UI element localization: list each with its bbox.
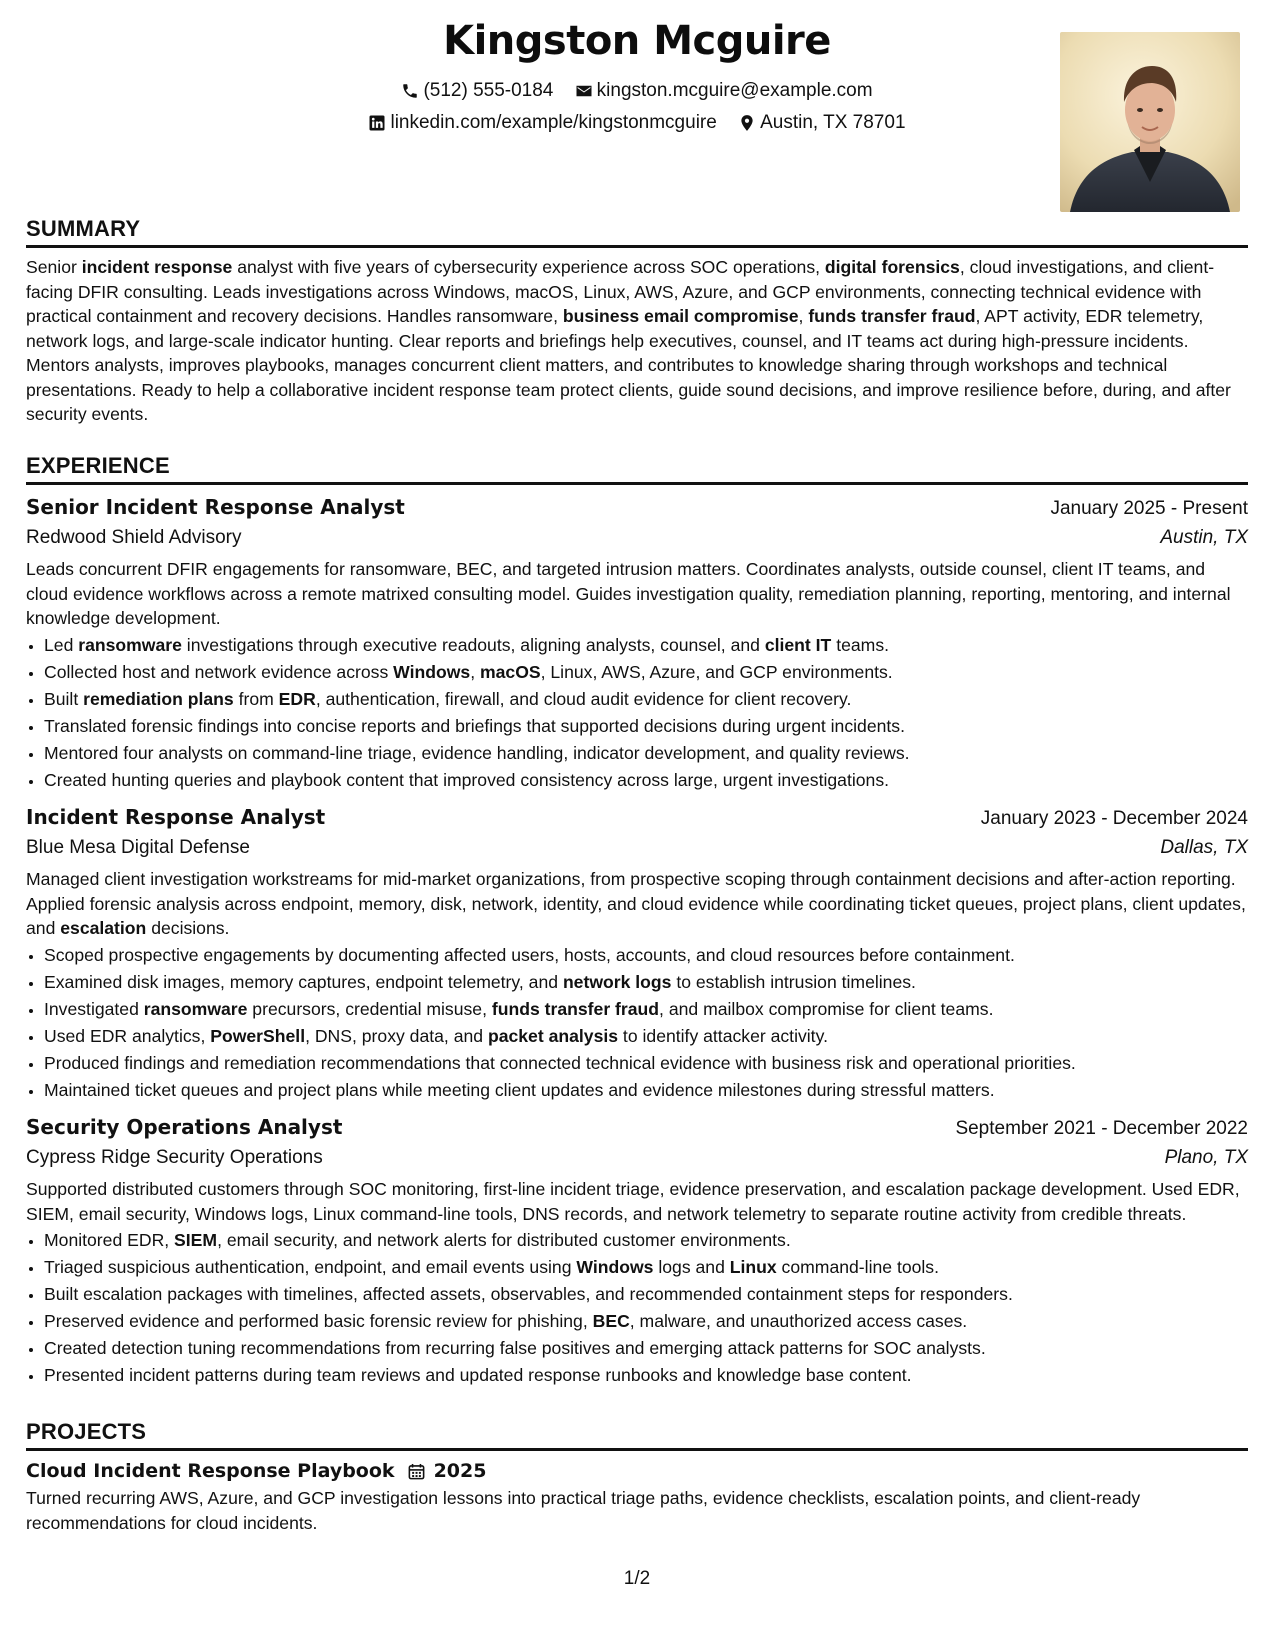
project-title: Cloud Incident Response Playbook — [26, 1460, 395, 1482]
text-run: to establish intrusion timelines. — [671, 971, 916, 992]
job-dates: September 2021 - December 2022 — [955, 1118, 1248, 1139]
bullet-item — [44, 713, 1248, 740]
text-run: Examined disk images, memory captures, endpoint telemetry, and — [44, 971, 563, 992]
bullet-item — [44, 740, 1248, 767]
text-run: investigations through executive readouts, aligning analysts, counsel, and — [181, 634, 765, 655]
text-run: decisions. — [146, 918, 230, 938]
text-run: Built escalation packages with timelines, affected assets, observables, and recommended containment steps for responders. — [44, 1284, 1013, 1304]
email-icon — [575, 82, 593, 100]
text-run: , Linux, AWS, Azure, and GCP environments. — [540, 661, 893, 682]
text-run: Presented incident patterns during team reviews and updated response runbooks and knowledge base content. — [44, 1365, 912, 1385]
bullet-item — [44, 1308, 1248, 1335]
bold-keyword: ransomware — [143, 998, 248, 1019]
page-number: 1/2 — [623, 1568, 651, 1589]
job-entry — [26, 805, 1248, 1104]
bold-keyword: BEC — [592, 1311, 630, 1331]
bold-keyword: PowerShell — [210, 1025, 306, 1046]
job-title: Senior Incident Response Analyst — [26, 495, 405, 519]
projects-section — [26, 1419, 1248, 1535]
bold-keyword: Windows — [576, 1257, 654, 1277]
text-run: Maintained ticket queues and project plans while meeting client updates and evidence milestones during stressful matters. — [44, 1079, 995, 1100]
candidate-name: Kingston Mcguire — [443, 18, 831, 64]
summary-section — [26, 216, 1248, 427]
text-run: Leads concurrent DFIR engagements for ransomware, BEC, and targeted intrusion matters. Coordinates analysts, outside counsel, client IT teams, and cloud evidence workflows across a remote matrixed consulting model. Guides investigation quality, remediation planning, reporting, mentoring, and internal knowledge development. — [26, 559, 1231, 628]
linkedin-icon — [368, 114, 386, 132]
bullet-item — [44, 659, 1248, 686]
bullet-item — [44, 1335, 1248, 1362]
bold-keyword: incident response — [81, 257, 233, 277]
email-contact[interactable] — [575, 80, 873, 102]
text-run: Investigated — [44, 998, 144, 1019]
text-run: Created hunting queries and playbook content that improved consistency across large, urgent investigations. — [44, 769, 889, 790]
experience-section — [26, 453, 1248, 485]
job-company: Blue Mesa Digital Defense — [26, 837, 250, 858]
project-entry — [26, 1460, 1248, 1535]
location-text: Austin, TX 78701 — [760, 112, 906, 133]
text-run: , authentication, firewall, and cloud audit evidence for client recovery. — [315, 688, 852, 709]
bullet-item — [44, 1077, 1248, 1104]
bold-keyword: Linux — [729, 1257, 777, 1277]
text-run: Mentored four analysts on command-line triage, evidence handling, indicator development, and quality reviews. — [44, 742, 910, 763]
linkedin-text: linkedin.com/example/kingstonmcguire — [390, 112, 717, 133]
bullet-item — [44, 1227, 1248, 1254]
bold-keyword: network logs — [562, 971, 672, 992]
text-run: Managed client investigation workstreams for mid-market organizations, from prospective scoping through containment decisions and after-action reporting. Applied forensic analysis across endpoint, memory, disk, network, identity, and cloud evidence while coordinating ticket queues, project plans, client updates, and — [26, 869, 1246, 938]
job-bullets — [26, 942, 1248, 1104]
job-entry — [26, 495, 1248, 794]
job-company: Cypress Ridge Security Operations — [26, 1147, 323, 1168]
phone-contact[interactable] — [401, 80, 553, 102]
job-bullets — [26, 632, 1248, 794]
text-run: Supported distributed customers through SOC monitoring, first-line incident triage, evidence preservation, and escalation package development. Used EDR, SIEM, email security, Windows logs, Linux command-line tools, DNS records, and network telemetry to separate routine activity from credible threats. — [26, 1179, 1240, 1224]
text-run: , APT activity, EDR telemetry, network logs, and large-scale indicator hunting. Clear reports and briefings help executives, counsel, and IT teams act during high-pressure incidents. Mentors analysts, improves playbooks, manages concurrent client matters, and contributes to knowledge sharing through workshops and technical presentations. Ready to help a collaborative incident response team protect clients, guide sound decisions, and improve resilience before, during, and after security events. — [26, 306, 1231, 424]
bold-keyword: funds transfer fraud — [491, 998, 660, 1019]
phone-icon — [401, 82, 419, 100]
text-run: , cloud investigations, and client-facing DFIR consulting. Leads investigations across Windows, macOS, Linux, AWS, Azure, and GCP environments, connecting technical evidence with practical containment and recovery decisions. Handles ransomware, — [26, 257, 1215, 326]
job-description — [26, 1177, 1248, 1226]
text-run: Led — [44, 634, 79, 655]
text-run: Produced findings and remediation recommendations that connected technical evidence with business risk and operational priorities. — [44, 1052, 1076, 1073]
project-description: Turned recurring AWS, Azure, and GCP investigation lessons into practical triage paths, evidence checklists, escalation points, and client-ready recommendations for cloud incidents. — [26, 1488, 1141, 1533]
job-description — [26, 867, 1248, 941]
summary-heading: SUMMARY — [26, 216, 1248, 248]
bold-keyword: digital forensics — [824, 257, 960, 277]
bullet-item — [44, 1281, 1248, 1308]
job-location: Austin, TX — [1160, 527, 1248, 548]
text-run: Collected host and network evidence across — [44, 661, 394, 682]
calendar-icon — [407, 1462, 426, 1481]
profile-photo — [1060, 32, 1240, 212]
bold-keyword: macOS — [479, 661, 541, 682]
location-contact — [738, 112, 905, 134]
bold-keyword: packet analysis — [487, 1025, 619, 1046]
bold-keyword: ransomware — [78, 634, 182, 655]
text-run: , and mailbox compromise for client teams. — [659, 998, 994, 1019]
job-location: Plano, TX — [1164, 1147, 1248, 1168]
projects-heading: PROJECTS — [26, 1419, 1248, 1451]
job-title: Incident Response Analyst — [26, 805, 326, 829]
text-run: , email security, and network alerts for distributed customer environments. — [217, 1230, 791, 1250]
text-run: Created detection tuning recommendations from recurring false positives and emerging attack patterns for SOC analysts. — [44, 1338, 986, 1358]
bullet-item — [44, 1362, 1248, 1389]
bullet-item — [44, 1050, 1248, 1077]
bold-keyword: escalation — [60, 918, 147, 938]
bold-keyword: EDR — [278, 688, 316, 709]
text-run: Scoped prospective engagements by documenting affected users, hosts, accounts, and cloud resources before containment. — [44, 944, 1015, 965]
bullet-item — [44, 767, 1248, 794]
phone-text: (512) 555-0184 — [423, 80, 554, 101]
job-company: Redwood Shield Advisory — [26, 527, 242, 548]
text-run: Translated forensic findings into concise reports and briefings that supported decisions during urgent incidents. — [44, 715, 905, 736]
job-title: Security Operations Analyst — [26, 1115, 343, 1139]
bullet-item — [44, 942, 1248, 969]
text-run: , — [470, 661, 480, 682]
text-run: to identify attacker activity. — [618, 1025, 828, 1046]
experience-heading: EXPERIENCE — [26, 453, 1248, 485]
job-location: Dallas, TX — [1160, 837, 1248, 858]
resume-page — [26, 0, 1248, 1650]
bold-keyword: client IT — [764, 634, 832, 655]
text-run: teams. — [831, 634, 889, 655]
text-run: , — [798, 306, 809, 326]
text-run: from — [233, 688, 279, 709]
linkedin-contact[interactable] — [368, 112, 716, 134]
text-run: Senior — [26, 257, 82, 277]
job-dates: January 2023 - December 2024 — [980, 808, 1248, 829]
bold-keyword: Windows — [393, 661, 471, 682]
job-bullets — [26, 1227, 1248, 1389]
text-run: , malware, and unauthorized access cases. — [629, 1311, 968, 1331]
job-description — [26, 557, 1248, 631]
bullet-item — [44, 996, 1248, 1023]
bullet-item — [44, 686, 1248, 713]
bullet-item — [44, 969, 1248, 996]
text-run: precursors, credential misuse, — [247, 998, 492, 1019]
job-entry — [26, 1115, 1248, 1389]
bold-keyword: business email compromise — [562, 306, 799, 326]
text-run: command-line tools. — [776, 1257, 939, 1277]
text-run: Built — [44, 688, 84, 709]
resume-header — [26, 0, 1248, 215]
text-run: Triaged suspicious authentication, endpoint, and email events using — [44, 1257, 577, 1277]
text-run: , DNS, proxy data, and — [305, 1025, 488, 1046]
summary-text — [26, 255, 1248, 427]
text-run: Preserved evidence and performed basic forensic review for phishing, — [44, 1311, 593, 1331]
text-run: analyst with five years of cybersecurity experience across SOC operations, — [232, 257, 825, 277]
project-year: 2025 — [433, 1460, 487, 1482]
text-run: Monitored EDR, — [44, 1230, 175, 1250]
bold-keyword: remediation plans — [83, 688, 234, 709]
job-dates: January 2025 - Present — [1050, 498, 1248, 519]
location-icon — [738, 114, 756, 132]
text-run: Used EDR analytics, — [44, 1025, 211, 1046]
text-run: logs and — [653, 1257, 730, 1277]
bold-keyword: funds transfer fraud — [808, 306, 976, 326]
email-text: kingston.mcguire@example.com — [596, 80, 873, 101]
bullet-item — [44, 1254, 1248, 1281]
bullet-item — [44, 632, 1248, 659]
bullet-item — [44, 1023, 1248, 1050]
bold-keyword: SIEM — [174, 1230, 218, 1250]
